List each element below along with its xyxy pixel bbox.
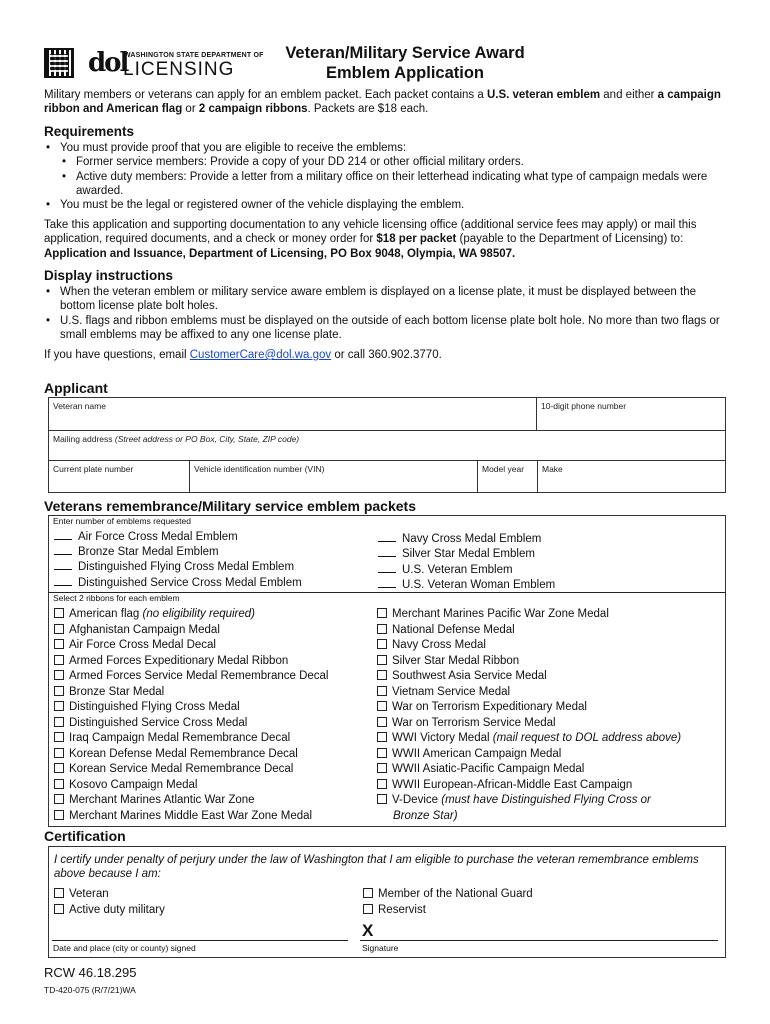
checkbox	[54, 717, 64, 727]
date-label: Date and place (city or county) signed	[53, 943, 196, 953]
certification-text: I certify under penalty of perjury under the law of Washington that I am eligible to purchase the veteran remembrance emblems above because I am:	[54, 854, 699, 881]
form-number: TD-420-075 (R/7/21)WA	[44, 985, 136, 995]
emblem-row[interactable]: U.S. Veteran Woman Emblem	[378, 578, 555, 592]
applicant-heading: Applicant	[44, 380, 108, 396]
display-section	[44, 268, 734, 342]
agency-name-small: WASHINGTON STATE DEPARTMENT OF	[124, 52, 264, 59]
checkbox	[377, 670, 387, 680]
checkbox	[377, 717, 387, 727]
ribbon-checkbox[interactable]: WWI Victory Medal (mail request to DOL address above)	[377, 731, 681, 745]
model-year-field[interactable]: Model year	[477, 460, 538, 493]
ribbon-checkbox[interactable]: Korean Defense Medal Remembrance Decal	[54, 747, 298, 761]
checkbox	[54, 655, 64, 665]
ribbon-checkbox[interactable]: Korean Service Medal Remembrance Decal	[54, 762, 293, 776]
ribbon-checkbox[interactable]: WWII American Campaign Medal	[377, 747, 561, 761]
checkbox	[54, 639, 64, 649]
checkbox	[377, 624, 387, 634]
requirement-item: • You must provide proof that you are eligible to receive the emblems:	[44, 141, 734, 155]
ribbon-checkbox[interactable]: Bronze Star Medal	[54, 685, 164, 699]
checkbox	[54, 686, 64, 696]
ribbon-checkbox[interactable]: Distinguished Service Cross Medal	[54, 716, 247, 730]
form-title: Veteran/Military Service Award Emblem Application	[285, 44, 525, 82]
ribbon-checkbox[interactable]: National Defense Medal	[377, 623, 515, 637]
display-item: • When the veteran emblem or military service aware emblem is displayed on a license plate, it must be displayed between the bottom license plate bolt holes.	[44, 285, 734, 314]
checkbox	[377, 701, 387, 711]
qr-code	[44, 48, 74, 78]
reservist-checkbox[interactable]: Reservist	[363, 903, 426, 917]
checkbox	[377, 763, 387, 773]
veteran-checkbox[interactable]: Veteran	[54, 887, 109, 901]
email-link[interactable]: CustomerCare@dol.wa.gov	[189, 349, 332, 361]
select-ribbons-label: Select 2 ribbons for each emblem	[53, 593, 180, 603]
emblem-row[interactable]: Distinguished Service Cross Medal Emblem	[54, 576, 302, 590]
emblem-row[interactable]: Silver Star Medal Emblem	[378, 547, 535, 561]
make-field[interactable]: Make	[537, 460, 726, 493]
emblem-row[interactable]: Navy Cross Medal Emblem	[378, 532, 541, 546]
mail-paragraph: Take this application and supporting documentation to any vehicle licensing office (additional service fees may apply) or mail this application, required documents, and a check or money order for $18 per packet (payable to the Department of Licensing) to: Application and Issuance, Department of Licensing, PO Box 9048, Olympia, WA 98507.	[44, 219, 697, 260]
checkbox	[377, 639, 387, 649]
ribbon-checkbox[interactable]: Southwest Asia Service Medal	[377, 669, 547, 683]
emblem-row[interactable]: Distinguished Flying Cross Medal Emblem	[54, 560, 294, 574]
ribbon-checkbox[interactable]: WWII Asiatic-Pacific Campaign Medal	[377, 762, 584, 776]
emblem-row[interactable]: Air Force Cross Medal Emblem	[54, 530, 238, 544]
vin-field[interactable]: Vehicle identification number (VIN)	[189, 460, 478, 493]
ribbon-checkbox[interactable]: Distinguished Flying Cross Medal	[54, 700, 240, 714]
checkbox	[377, 732, 387, 742]
checkbox	[377, 608, 387, 618]
checkbox	[54, 794, 64, 804]
checkbox	[54, 670, 64, 680]
checkbox	[54, 608, 64, 618]
checkbox	[54, 701, 64, 711]
ribbon-checkbox[interactable]: Merchant Marines Pacific War Zone Medal	[377, 607, 609, 621]
ribbon-checkbox[interactable]: War on Terrorism Expeditionary Medal	[377, 700, 587, 714]
checkbox	[377, 794, 387, 804]
plate-number-field[interactable]: Current plate number	[48, 460, 190, 493]
ribbon-checkbox[interactable]: Vietnam Service Medal	[377, 685, 510, 699]
checkbox	[54, 763, 64, 773]
checkbox	[54, 904, 64, 914]
checkbox	[377, 655, 387, 665]
checkbox	[54, 779, 64, 789]
ribbon-checkbox[interactable]: WWII European-African-Middle East Campaign	[377, 778, 632, 792]
signature-line[interactable]	[360, 940, 718, 941]
mailing-address-field[interactable]: Mailing address (Street address or PO Box, City, State, ZIP code)	[48, 430, 726, 461]
ribbon-checkbox[interactable]: American flag (no eligibility required)	[54, 607, 255, 621]
veteran-name-field[interactable]: Veteran name	[48, 397, 537, 431]
rcw-citation: RCW 46.18.295	[44, 965, 137, 980]
checkbox	[377, 748, 387, 758]
requirements-heading: Requirements	[44, 124, 135, 139]
vdevice-note: Bronze Star)	[393, 810, 458, 822]
packets-heading: Veterans remembrance/Military service emblem packets	[44, 498, 416, 514]
display-heading: Display instructions	[44, 268, 174, 283]
checkbox	[377, 686, 387, 696]
ribbon-checkbox[interactable]: Iraq Campaign Medal Remembrance Decal	[54, 731, 290, 745]
active-duty-checkbox[interactable]: Active duty military	[54, 903, 165, 917]
checkbox	[54, 888, 64, 898]
ribbon-checkbox[interactable]: War on Terrorism Service Medal	[377, 716, 556, 730]
intro-paragraph: Military members or veterans can apply for an emblem packet. Each packet contains a U.S. veteran emblem and either a campaign ribbon and American flag or 2 campaign ribbons. Packets are $18 each.	[44, 89, 721, 116]
checkbox	[54, 624, 64, 634]
ribbon-checkbox[interactable]: Armed Forces Service Medal Remembrance Decal	[54, 669, 328, 683]
checkbox	[377, 779, 387, 789]
ribbon-checkbox[interactable]: Kosovo Campaign Medal	[54, 778, 198, 792]
requirements-section	[44, 124, 734, 213]
requirement-item: • You must be the legal or registered owner of the vehicle displaying the emblem.	[44, 198, 734, 212]
checkbox	[54, 810, 64, 820]
certification-heading: Certification	[44, 828, 126, 844]
emblem-row[interactable]: U.S. Veteran Emblem	[378, 563, 513, 577]
ribbon-checkbox[interactable]: Merchant Marines Middle East War Zone Medal	[54, 809, 312, 823]
display-item: • U.S. flags and ribbon emblems must be displayed on the outside of each bottom license plate bolt hole. No more than two flags or small emblems may be affixed to any one license plate.	[44, 314, 734, 343]
agency-name-big: LICENSING	[123, 59, 235, 80]
ribbon-checkbox[interactable]: Armed Forces Expeditionary Medal Ribbon	[54, 654, 288, 668]
signature-x-mark: X	[362, 921, 374, 940]
signature-label: Signature	[362, 943, 399, 953]
ribbon-checkbox[interactable]: Afghanistan Campaign Medal	[54, 623, 220, 637]
contact-line: If you have questions, email CustomerCare@dol.wa.gov or call 360.902.3770.	[44, 349, 442, 361]
ribbon-checkbox[interactable]: Silver Star Medal Ribbon	[377, 654, 519, 668]
requirement-subitem: • Former service members: Provide a copy of your DD 214 or other official military orders.	[44, 155, 734, 169]
enter-number-label: Enter number of emblems requested	[53, 516, 191, 526]
checkbox	[363, 904, 373, 914]
ribbon-checkbox[interactable]: Air Force Cross Medal Decal	[54, 638, 216, 652]
ribbon-checkbox[interactable]: Navy Cross Medal	[377, 638, 486, 652]
ribbon-checkbox[interactable]: V-Device (must have Distinguished Flying Cross or	[377, 793, 651, 807]
dol-logo-mark: dol	[88, 48, 128, 78]
checkbox	[54, 748, 64, 758]
checkbox	[363, 888, 373, 898]
emblem-row[interactable]: Bronze Star Medal Emblem	[54, 545, 219, 559]
phone-field[interactable]: 10-digit phone number	[536, 397, 726, 431]
date-line[interactable]	[52, 940, 348, 941]
checkbox	[54, 732, 64, 742]
ribbon-checkbox[interactable]: Merchant Marines Atlantic War Zone	[54, 793, 255, 807]
national-guard-checkbox[interactable]: Member of the National Guard	[363, 887, 533, 901]
requirement-subitem: • Active duty members: Provide a letter from a military office on their letterhead indicating what type of campaign medals were awarded.	[44, 170, 734, 199]
